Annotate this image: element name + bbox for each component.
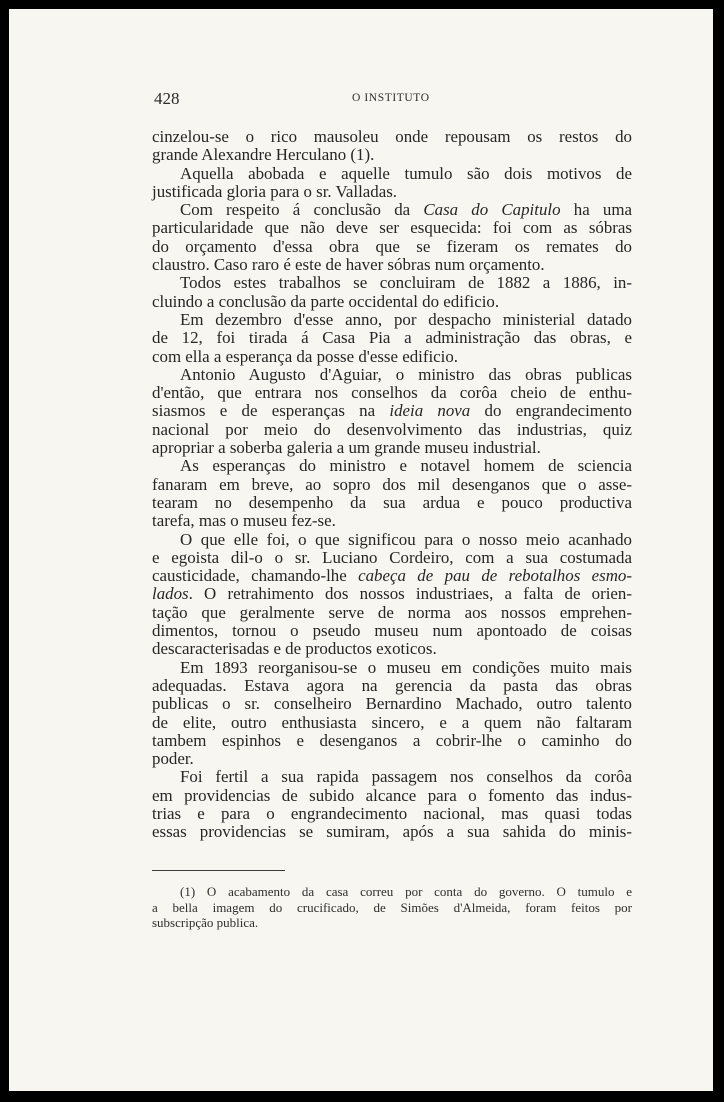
text-line: cinzelou-se o rico mausoleu onde repousam os restos do [152, 127, 632, 146]
text-line [152, 201, 632, 219]
text-line: apropriar a soberba galeria a um grande museu industrial. [152, 438, 541, 458]
italic-quote-lados: lados [152, 584, 189, 604]
book-page [9, 9, 713, 1091]
text-line: de elite, outro enthusiasta sincero, e a quem não faltaram [152, 712, 632, 732]
footnotes [152, 884, 632, 931]
footnote-line: (1) O acabamento da casa correu por conta do governo. O tumulo e [180, 884, 632, 899]
text-line: Antonio Augusto d'Aguiar, o ministro das obras publicas [180, 364, 632, 384]
italic-quote-cabeca: cabeça de pau de rebotalhos esmo- [358, 566, 632, 586]
text-line: tarefa, mas o museu fez-se. [152, 511, 336, 531]
italic-ideia-nova: ideia nova [389, 401, 471, 421]
text-line: tambem espinhos e desenganos a cobrir-lhe o caminho do [152, 730, 632, 750]
italic-title-casa-do-capitulo: Casa do Capitulo [423, 200, 561, 220]
text-segment: Com respeito á conclusão da [180, 200, 424, 220]
text-line: d'então, que entrara nos conselhos da corôa cheio de enthu- [152, 383, 632, 403]
text-line: Em dezembro d'esse anno, por despacho ministerial datado [180, 309, 632, 329]
page-number: 428 [154, 89, 180, 108]
text-line: publicas o sr. conselheiro Bernardino Machado, outro talento [152, 694, 632, 714]
text-segment: causticidade, chamando-lhe [152, 566, 359, 586]
text-line: Em 1893 reorganisou-se o museu em condições muito mais [180, 657, 632, 677]
text-line: particularidade que não deve ser esquecida: foi com as sóbras [152, 218, 632, 238]
text-line: de 12, foi tirada á Casa Pia a administração das obras, e [152, 328, 632, 348]
text-line: Aquella abobada e aquelle tumulo são dois motivos de [180, 163, 632, 183]
text-line: em providencias de subido alcance para o fomento das indus- [152, 785, 632, 805]
text-line [152, 567, 632, 585]
text-line: dimentos, tornou o pseudo museu num apontoado de coisas [152, 621, 632, 641]
running-head: O INSTITUTO [352, 92, 430, 104]
text-segment: do engrandecimento [470, 401, 632, 421]
footnote-line: a bella imagem do crucificado, de Simões d'Almeida, foram feitos por [152, 899, 632, 915]
text-line: Foi fertil a sua rapida passagem nos conselhos da corôa [180, 767, 632, 787]
text-line: As esperanças do ministro e notavel homem de sciencia [180, 456, 632, 476]
text-line: adequadas. Estava agora na gerencia da pasta das obras [152, 675, 632, 695]
text-line: Todos estes trabalhos se concluiram de 1882 a 1886, in- [180, 273, 632, 293]
text-line: trias e para o engrandecimento nacional, mas quasi todas [152, 803, 632, 823]
text-line: do orçamento d'essa obra que se fizeram os remates do [152, 236, 632, 256]
text-line: poder. [152, 749, 194, 769]
text-line: justificada gloria para o sr. Valladas. [152, 181, 397, 201]
text-line: claustro. Caso raro é este de haver sóbras num orçamento. [152, 255, 545, 275]
text-segment: siasmos e de esperanças na [152, 401, 390, 421]
page-header [154, 89, 634, 111]
text-line: cluindo a conclusão da parte occidental do edificio. [152, 291, 500, 311]
text-line: tearam no desempenho da sua ardua e pouco productiva [152, 492, 632, 512]
text-line: O que elle foi, o que significou para o nosso meio acanhado [180, 529, 632, 549]
text-line: e egoista dil-o o sr. Luciano Cordeiro, com a sua costumada [152, 547, 632, 567]
text-line: tação que geralmente serve de norma aos nossos emprehen- [152, 602, 632, 622]
text-line: com ella a esperança da posse d'esse edificio. [152, 346, 459, 366]
text-line: nacional por meio do desenvolvimento das industrias, quiz [152, 419, 632, 439]
footnote-line: subscripção publica. [152, 915, 259, 930]
text-line: grande Alexandre Herculano (1). [152, 145, 375, 165]
text-segment: . O retrahimento dos nossos industriaes, a falta de orien- [188, 584, 632, 604]
text-line: descaracterisadas e de productos exoticos. [152, 639, 437, 659]
text-line [152, 585, 632, 603]
text-line: fanaram em breve, ao sopro dos mil desenganos que o asse- [152, 474, 632, 494]
text-line [152, 402, 632, 420]
text-line: essas providencias se sumiram, após a sua sahida do minis- [152, 822, 632, 842]
body-text [152, 128, 632, 842]
footnote-divider [152, 870, 285, 871]
text-segment: ha uma [560, 200, 632, 220]
